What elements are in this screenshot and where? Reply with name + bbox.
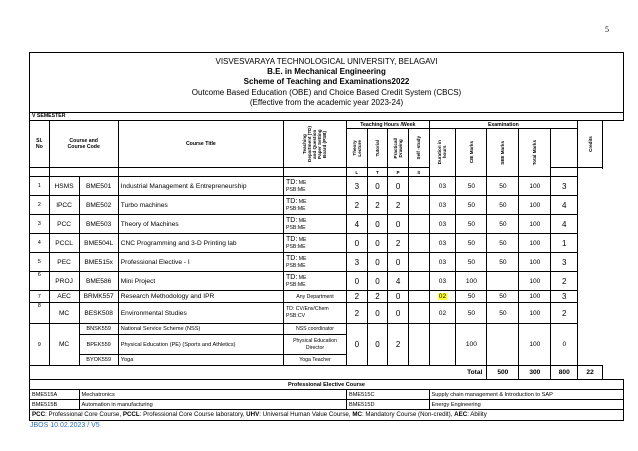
course-title: CNC Programming and 3-D Printing lab: [118, 234, 283, 253]
elective-name: Supply chain management & Introduction to SAP: [429, 390, 623, 400]
td-label: TD:: [286, 178, 298, 186]
dept-line1: TD: CV/Env/Chem: [286, 306, 329, 312]
p-hours: 0: [388, 215, 409, 234]
td-label: TD:: [286, 273, 298, 281]
t-hours: 0: [367, 253, 388, 272]
total-see: 300: [519, 366, 551, 380]
see-marks: 50: [487, 253, 519, 272]
credits: 3: [551, 291, 578, 303]
table-row: [30, 303, 624, 324]
course-type: MC: [49, 324, 79, 366]
p-hours: 0: [388, 291, 409, 303]
psb: PSB:ME: [286, 243, 306, 250]
duration-highlighted: 02: [438, 293, 447, 300]
duration: 02: [429, 303, 456, 324]
psb: PSB:ME: [286, 281, 306, 288]
l-hours: 2: [346, 291, 367, 303]
elective-name: Automation in manufacturing: [79, 400, 346, 410]
t-hours: 0: [367, 215, 388, 234]
cie-marks: 50: [456, 177, 487, 196]
table-row: [30, 234, 624, 253]
credits: 4: [551, 196, 578, 215]
t-hours: 0: [367, 272, 388, 291]
col-s: S: [408, 168, 429, 177]
t-hours: 0: [367, 303, 388, 324]
psb: PSB:ME: [286, 186, 306, 193]
table-row: [30, 196, 624, 215]
total-credits: 22: [578, 366, 603, 380]
elective-code: BME515C: [346, 390, 429, 400]
table-row: [30, 272, 624, 291]
course-code: BESK508: [79, 303, 118, 324]
td-label: TD:: [286, 235, 298, 243]
l-hours: 0: [346, 234, 367, 253]
cie-marks: 50: [456, 253, 487, 272]
total-marks: 100: [519, 303, 551, 324]
psb: PSB:ME: [286, 262, 306, 269]
table-row: [30, 291, 624, 303]
total-marks-sum: 800: [551, 366, 578, 380]
col-course-code: Course and Course Code: [49, 121, 118, 168]
course-title: Yoga: [118, 355, 283, 366]
elective-row: [30, 400, 624, 410]
t-hours: 0: [367, 234, 388, 253]
td-label: TD:: [286, 254, 298, 262]
total-marks: 100: [519, 196, 551, 215]
col-credits: Credits: [587, 136, 593, 152]
credits: 4: [551, 215, 578, 234]
legend: PCC: Professional Core Course, PCCL: Professional Core Course laboratory, UHV: Universal Human Value Course, MC: Mandatory Course (Non-credit), AEC: Ability: [30, 410, 624, 421]
course-code: BNSK559: [79, 324, 118, 335]
l-hours: 2: [346, 196, 367, 215]
duration: 03: [429, 177, 456, 196]
total-marks: 100: [519, 272, 551, 291]
t-hours: 2: [367, 196, 388, 215]
dept-line2: PSB:CV: [286, 313, 306, 319]
course-title: Physical Education (PE) (Sports and Athletics): [118, 335, 283, 355]
table-row: [30, 324, 624, 335]
col-theory: Theory Lecture: [351, 139, 362, 157]
total-label: Total: [30, 366, 487, 380]
t-hours: 0: [367, 177, 388, 196]
course-code: BME501: [79, 177, 118, 196]
program-name: B.E. in Mechanical Engineering: [267, 67, 386, 77]
cie-marks: 50: [456, 215, 487, 234]
duration: 03: [429, 196, 456, 215]
sl-no: 6: [30, 272, 50, 291]
t-hours: 2: [367, 291, 388, 303]
col-course-title: Course Title: [118, 121, 283, 168]
col-total: Total Marks: [532, 139, 538, 166]
course-code: BRMK557: [79, 291, 118, 303]
credits: 2: [551, 272, 578, 291]
p-hours: 2: [388, 234, 409, 253]
cie-marks: 100: [456, 324, 487, 366]
course-type: AEC: [49, 291, 79, 303]
see-marks: [487, 272, 519, 291]
cie-marks: 100: [456, 272, 487, 291]
total-marks: 100: [519, 215, 551, 234]
cie-marks: 50: [456, 291, 487, 303]
col-examination: Examination: [429, 121, 578, 129]
p-hours: 0: [388, 177, 409, 196]
course-type: PCC: [49, 215, 79, 234]
obe-line: Outcome Based Education (OBE) and Choice Based Credit System (CBCS): [191, 87, 462, 97]
col-teaching-hours: Teaching Hours /Week: [346, 121, 429, 129]
scheme-title: Scheme of Teaching and Examinations2022: [243, 77, 410, 87]
course-title: Environmental Studies: [118, 303, 283, 324]
td-label: TD:: [286, 216, 298, 224]
table-header: [30, 53, 624, 113]
course-type: PEC: [49, 253, 79, 272]
l-hours: 4: [346, 215, 367, 234]
sl-no: 9: [30, 324, 50, 366]
td-dept: ME: [298, 198, 307, 205]
cie-marks: 50: [456, 303, 487, 324]
p-hours: 4: [388, 272, 409, 291]
footer-version: JBOS 10.02.2023 / V5: [30, 422, 100, 429]
l-hours: 3: [346, 253, 367, 272]
see-marks: 50: [487, 234, 519, 253]
credits: 3: [551, 253, 578, 272]
col-tutorial: Tutorial: [374, 139, 380, 157]
cie-marks: 50: [456, 196, 487, 215]
duration: 03: [429, 215, 456, 234]
l-hours: 2: [346, 303, 367, 324]
l-hours: 0: [346, 272, 367, 291]
p-hours: 0: [388, 303, 409, 324]
credits: 2: [551, 303, 578, 324]
p-hours: 0: [388, 253, 409, 272]
table-row: [30, 253, 624, 272]
td-dept: ME: [298, 274, 307, 281]
col-duration: Duration in hours: [437, 140, 448, 165]
col-see: SEE Marks: [500, 140, 506, 165]
totals-row: [30, 366, 624, 380]
sl-no: 8: [30, 303, 50, 324]
dept: Physical Education Director: [284, 335, 347, 355]
credits: 1: [551, 234, 578, 253]
duration: 03: [429, 253, 456, 272]
td-label: TD:: [286, 197, 298, 205]
elective-name: Mechatronics: [79, 390, 346, 400]
cie-marks: 50: [456, 234, 487, 253]
duration: 03: [429, 234, 456, 253]
psb: PSB:ME: [286, 224, 306, 231]
see-marks: 50: [487, 177, 519, 196]
see-marks: 50: [487, 215, 519, 234]
course-code: BME502: [79, 196, 118, 215]
total-marks: 100: [519, 177, 551, 196]
course-code: BPEK559: [79, 335, 118, 355]
total-marks: 100: [519, 253, 551, 272]
effective-line: (Effective from the academic year 2023-24): [249, 97, 404, 107]
sl-no: 7: [30, 291, 50, 303]
col-practical: Practical/ Drawing: [393, 137, 404, 159]
total-marks: 100: [519, 234, 551, 253]
course-code: BME515x: [79, 253, 118, 272]
psb: PSB:ME: [286, 205, 306, 212]
course-type: PCCL: [49, 234, 79, 253]
elective-row: [30, 390, 624, 400]
course-type: IPCC: [49, 196, 79, 215]
elective-name: Energy Engineering: [429, 400, 623, 410]
course-title: Professional Elective - I: [118, 253, 283, 272]
course-code: BME504L: [79, 234, 118, 253]
col-p: P: [388, 168, 409, 177]
sl-no: 3: [30, 215, 50, 234]
l-hours: 0: [346, 324, 367, 366]
dept: NSS coordinator: [284, 324, 347, 335]
total-marks: 100: [519, 291, 551, 303]
total-cie: 500: [487, 366, 519, 380]
col-self-study: Self -study: [416, 136, 422, 160]
dept: Yoga Teacher: [284, 355, 347, 366]
col-cie: CIE Marks: [468, 141, 474, 164]
table-row: [30, 215, 624, 234]
scheme-table: [29, 52, 624, 421]
course-title: Industrial Management & Entrepreneurship: [118, 177, 283, 196]
col-t: T: [367, 168, 388, 177]
course-title: Theory of Machines: [118, 215, 283, 234]
elective-code: BME515A: [30, 390, 80, 400]
l-hours: 3: [346, 177, 367, 196]
elective-code: BME515D: [346, 400, 429, 410]
course-type: PROJ: [49, 272, 79, 291]
see-marks: 50: [487, 291, 519, 303]
elective-code: BME515B: [30, 400, 80, 410]
td-dept: ME: [298, 255, 307, 262]
see-marks: 50: [487, 303, 519, 324]
university-name: VISVESVARAYA TECHNOLOGICAL UNIVERSITY, BELAGAVI: [215, 56, 438, 66]
sl-no: 2: [30, 196, 50, 215]
total-marks: 100: [519, 324, 551, 366]
col-sl-no: Sl. No: [30, 121, 50, 168]
td-dept: ME: [298, 217, 307, 224]
col-l: L: [346, 168, 367, 177]
duration: 03: [429, 272, 456, 291]
course-title: Mini Project: [118, 272, 283, 291]
see-marks: 50: [487, 196, 519, 215]
course-code: BME503: [79, 215, 118, 234]
td-dept: ME: [298, 179, 307, 186]
credits: 3: [551, 177, 578, 196]
td-dept: ME: [298, 236, 307, 243]
course-title: National Service Scheme (NSS): [118, 324, 283, 335]
credits: 0: [551, 324, 578, 366]
page-number: 5: [605, 25, 609, 34]
course-type: MC: [49, 303, 79, 324]
semester-label: V SEMESTER: [30, 113, 624, 121]
course-title: Turbo machines: [118, 196, 283, 215]
table-row: [30, 177, 624, 196]
p-hours: 2: [388, 196, 409, 215]
sl-no: 4: [30, 234, 50, 253]
sl-no: 5: [30, 253, 50, 272]
p-hours: 2: [388, 324, 409, 366]
course-type: HSMS: [49, 177, 79, 196]
dept: Any Department: [284, 291, 347, 303]
course-code: BYOK559: [79, 355, 118, 366]
course-title: Research Methodology and IPR: [118, 291, 283, 303]
sl-no: 1: [30, 177, 50, 196]
col-teaching-dept: Teaching Department (TD) and Question Paper Setting Board (PSB): [302, 126, 328, 162]
t-hours: 0: [367, 324, 388, 366]
elective-title: Professional Elective Course: [30, 380, 624, 390]
course-code: BME586: [79, 272, 118, 291]
